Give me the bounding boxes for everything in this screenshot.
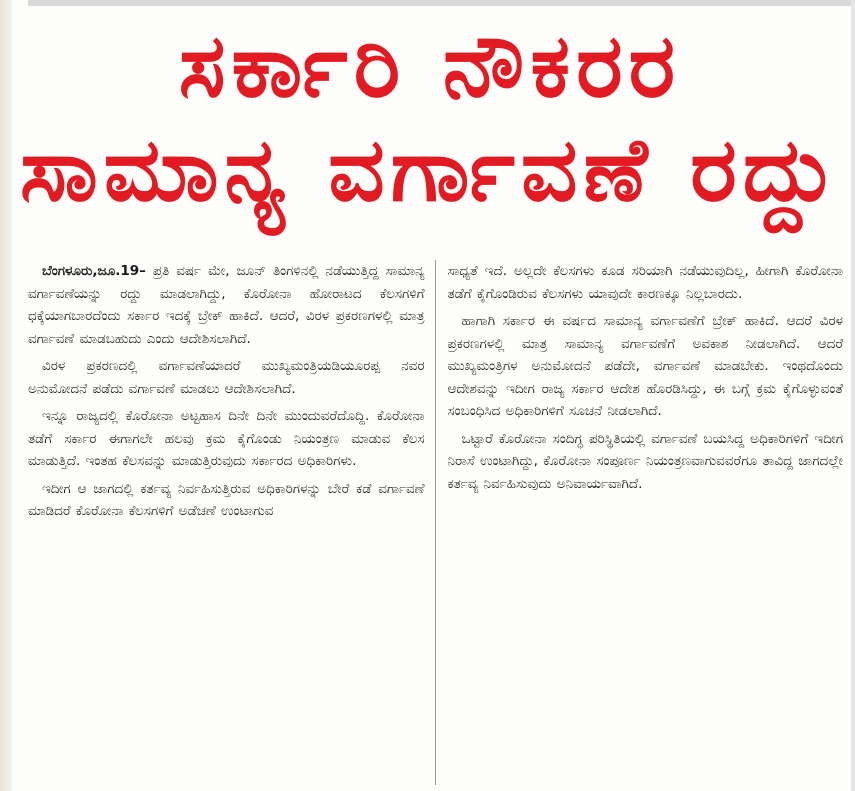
article-paragraph bbox=[28, 260, 425, 350]
paragraph-text: ಪ್ರತಿ ವರ್ಷ ಮೇ, ಜೂನ್ ತಿಂಗಳಿನಲ್ಲಿ ನಡೆಯುತ್ತಿದ್ದ ಸಾಮಾನ್ಯ ವರ್ಗಾವಣೆಯನ್ನು ರದ್ದು ಮಾಡಲಾಗಿದ್ದು, ಕೊರೋನಾ ಹೋರಾಟದ ಕೆಲಸಗಳಿಗೆ ಧಕ್ಕೆಯಾಗಬಾರದೆಂದು ಸರ್ಕಾರ ಇದಕ್ಕೆ ಬ್ರೇಕ್ ಹಾಕಿದೆ. ಆದರೆ, ವಿರಳ ಪ್ರಕರಣಗಳಲ್ಲಿ ಮಾತ್ರ ವರ್ಗಾವಣೆ ಮಾಡಬಹುದು ಎಂದು ಆದೇಶಿಸಲಾಗಿದೆ. bbox=[28, 263, 425, 347]
headline-line-2: ಸಾಮಾನ್ಯ ವರ್ಗಾವಣೆ ರದ್ದು bbox=[20, 118, 842, 221]
article-column-left bbox=[28, 260, 436, 785]
headline-line-1: ಸರ್ಕಾರಿ ನೌಕರರ bbox=[178, 14, 682, 117]
article-paragraph: ಇನ್ನೂ ರಾಜ್ಯದಲ್ಲಿ ಕೊರೋನಾ ಅಟ್ಟಹಾಸ ದಿನೇ ದಿನೇ ಮುಂದುವರೆದೊದ್ದಿ. ಕೊರೋನಾ ತಡೆಗೆ ಸರ್ಕಾರ ಈಗಾಗಲೇ ಹಲವು ಕ್ರಮ ಕೈಗೊಂಡು ನಿಯಂತ್ರಣ ಮಾಡುವ ಕೆಲಸ ಮಾಡುತ್ತಿದೆ. ಇಂತಹ ಕೆಲಸವನ್ನು ಮಾಡುತ್ತಿರುವುದು ಸರ್ಕಾರದ ಅಧಿಕಾರಿಗಳು. bbox=[28, 408, 425, 469]
dateline: ಬೆಂಗಳೂರು,ಜೂ.19– bbox=[42, 263, 146, 279]
right-page-edge bbox=[851, 0, 855, 791]
article-paragraph: ಒಟ್ಟಾರೆ ಕೊರೋನಾ ಸಂದಿಗ್ಧ ಪರಿಸ್ಥಿತಿಯಲ್ಲಿ ವರ್ಗಾವಣೆ ಬಯಸಿದ್ದ ಅಧಿಕಾರಿಗಳಿಗೆ ಇದೀಗ ನಿರಾಸೆ ಉಂಟಾಗಿದ್ದು, ಕೊರೋನಾ ಸಂಪೂರ್ಣ ನಿಯಂತ್ರಣವಾಗುವವರೆಗೂ ತಾವಿದ್ದ ಜಾಗದಲ್ಲೇ ಕರ್ತವ್ಯ ನಿರ್ವಹಿಸುವುದು ಅನಿವಾರ್ಯವಾಗಿದೆ. bbox=[447, 430, 843, 492]
left-page-edge bbox=[0, 0, 12, 791]
article-paragraph: ಇದೀಗ ಆ ಜಾಗದಲ್ಲಿ ಕರ್ತವ್ಯ ನಿರ್ವಹಿಸುತ್ತಿರುವ ಅಧಿಕಾರಿಗಳನ್ನು ಬೇರೆ ಕಡೆ ವರ್ಗಾವಣೆ ಮಾಡಿದರೆ ಕೊರೋನಾ ಕೆಲಸಗಳಿಗೆ ಅಡೆಚಣೆ ಉಂಟಾಗುವ bbox=[28, 480, 425, 519]
headline bbox=[20, 14, 842, 221]
article-paragraph: ಸಾಧ್ಯತೆ ಇದೆ. ಅಲ್ಲದೇ ಕೆಲಸಗಳು ಕೂಡ ಸರಿಯಾಗಿ ನಡೆಯುವುದಿಲ್ಲ, ಹೀಗಾಗಿ ಕೊರೋನಾ ತಡೆಗೆ ಕೈಗೊಂಡಿರುವ ಕೆಲಸಗಳು ಯಾವುದೇ ಕಾರಣಕ್ಕೂ ನಿಲ್ಲಬಾರದು. bbox=[447, 263, 843, 302]
article-paragraph: ವಿರಳ ಪ್ರಕರಣದಲ್ಲಿ ವರ್ಗಾವಣೆಯಾದರೆ ಮುಖ್ಯಮಂತ್ರಿಯಡಿಯೂರಪ್ಪ ನವರ ಅನುಮೋದನೆ ಪಡೆದು ವರ್ಗಾವಣೆ ಮಾಡಲು ಆದೇಶಿಸಲಾಗಿದೆ. bbox=[28, 358, 425, 397]
article-column-right bbox=[436, 260, 844, 785]
article-body bbox=[28, 260, 843, 785]
article-paragraph: ಹಾಗಾಗಿ ಸರ್ಕಾರ ಈ ವರ್ಷದ ಸಾಮಾನ್ಯ ವರ್ಗಾವಣೆಗೆ ಬ್ರೇಕ್ ಹಾಕಿದೆ. ಆದರೆ ವಿರಳ ಪ್ರಕರಣಗಳಲ್ಲಿ ಮಾತ್ರ ಸಾಮಾನ್ಯ ವರ್ಗಾವಣೆಗೆ ಅವಕಾಶ ನೀಡಲಾಗಿದೆ. ಆದರೆ ಮುಖ್ಯಮಂತ್ರಿಗಳ ಅನುಮೋದನೆ ಪಡೆದೇ, ವರ್ಗಾವಣೆ ಮಾಡಬೇಕು. ಇಂಥದೊಂದು ಆದೇಶವನ್ನು ಇದೀಗ ರಾಜ್ಯ ಸರ್ಕಾರ ಆದೇಶ ಹೊರಡಿಸಿದ್ದು, ಈ ಬಗ್ಗೆ ಕ್ರಮ ಕೈಗೊಳ್ಳುವಂತೆ ಸಂಬಂಧಿಸಿದ ಅಧಿಕಾರಿಗಳಿಗೆ ಸೂಚನೆ ನೀಡಲಾಗಿದೆ. bbox=[447, 313, 843, 419]
top-border-rule bbox=[28, 0, 855, 6]
